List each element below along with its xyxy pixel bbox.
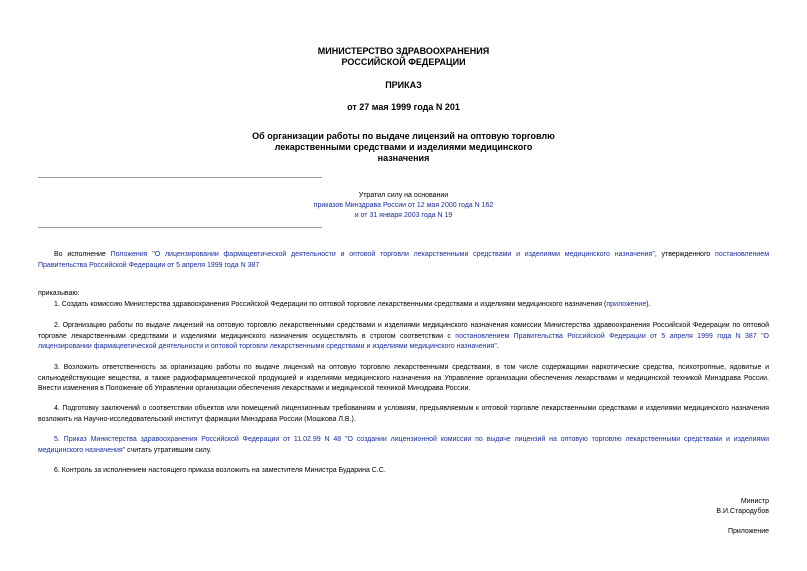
doc-type: ПРИКАЗ bbox=[385, 80, 422, 90]
item-2-resolution-link[interactable]: постановлением Правительства Российской Федерации от 5 апреля 1999 года N 387 "О лицензировании фармацевтической деятельности и оптовой торговли лекарственными средствами и изделиями медицинского назначения" bbox=[38, 332, 769, 350]
status-note: Утратил силу на основании bbox=[358, 192, 449, 199]
order-word: приказываю: bbox=[38, 290, 80, 297]
doc-title-line1: Об организации работы по выдаче лицензий на оптовую торговлю bbox=[252, 131, 555, 141]
item-1-end: ). bbox=[646, 301, 651, 308]
ministry-name-line2: РОССИЙСКОЙ ФЕДЕРАЦИИ bbox=[341, 57, 466, 67]
item-3-text: 3. Возложить ответственность за организацию работы по выдаче лицензий на оптовую торговлю лекарственными средствами, в том числе содержащими наркотические средства, психотропные, ядовитые и сильнодействующие вещества, а также радиофармацевтической продукцией и изделиями медицинского назначения на Управление организации обеспечения лекарствами и медицинской техникой Минздрава России. Внести изменения в Положение об Управлении организации обеспечения лекарствами и медицинской техникой Минздрава России. bbox=[38, 364, 769, 392]
item-5-order-link[interactable]: 5. Приказ Министерства здравоохранения Российской Федерации от 11.02.99 N 48 "О создании лицензионной комиссии по выдаче лицензий на оптовую торговлю лекарственными средствами и изделиями медицинского назначения" bbox=[38, 436, 769, 454]
status-link-2[interactable]: и от 31 января 2003 года N 19 bbox=[354, 212, 453, 219]
item-4 bbox=[38, 404, 769, 425]
appendix-label: Приложение bbox=[727, 528, 769, 535]
doc-date-number: от 27 мая 1999 года N 201 bbox=[347, 102, 460, 112]
preamble-text-1: Во исполнение bbox=[54, 251, 111, 258]
item-5 bbox=[38, 435, 769, 456]
divider-bottom bbox=[38, 227, 322, 228]
item-5-end: считать утратившим силу. bbox=[125, 446, 212, 454]
item-6-text: 6. Контроль за исполнением настоящего приказа возложить на заместителя Министра Бударина С.С. bbox=[54, 467, 386, 474]
doc-title-line2: лекарственными средствами и изделиями медицинского bbox=[274, 142, 533, 152]
status-link-1[interactable]: приказов Минздрава России от 12 мая 2000 года N 162 bbox=[313, 202, 494, 209]
item-3 bbox=[38, 363, 769, 395]
doc-title-line3: назначения bbox=[377, 153, 430, 163]
item-2 bbox=[38, 321, 769, 353]
item-1-text: 1. Создать комиссию Министерства здравоохранения Российской Федерации по оптовой торговле лекарственными средствами и изделиями медицинского назначения ( bbox=[54, 301, 607, 308]
signature-name: В.И.Стародубов bbox=[716, 508, 769, 515]
preamble-text-2: , утвержденного bbox=[654, 251, 716, 258]
preamble bbox=[38, 250, 769, 271]
item-2-end: . bbox=[496, 343, 499, 350]
item-1 bbox=[38, 300, 769, 311]
resolution-link[interactable]: постановлением Правительства Российской Федерации от 5 апреля 1999 года N 387 bbox=[38, 251, 770, 269]
item-6 bbox=[38, 466, 769, 477]
divider-top bbox=[38, 177, 322, 178]
appendix-link[interactable]: приложение bbox=[606, 301, 647, 308]
ministry-name-line1: МИНИСТЕРСТВО ЗДРАВООХРАНЕНИЯ bbox=[317, 46, 490, 56]
item-2-text: 2. Организацию работы по выдаче лицензий на оптовую торговлю лекарственными средствами и изделиями медицинского назначения комиссии Министерства здравоохранения Российской Федерации по оптовой торговле лекарственными средствами и изделиями медицинского назначения осуществлять в строгом соответствии с bbox=[38, 322, 769, 340]
signature-role: Министр bbox=[740, 498, 769, 505]
item-4-text: 4. Подготовку заключений о соответствии объектов или помещений лицензионным требованиям и условиям, предъявляемым к оптовой торговле лекарственными средствами и изделиями медицинского назначения возложить на Научно-исследовательский институт фармации Минздрава России (Мошкова Л.В.). bbox=[38, 405, 769, 423]
regulation-link[interactable]: Положения "О лицензировании фармацевтической деятельности и оптовой торговли лекарственными средствами и изделиями медицинского назначения" bbox=[110, 251, 655, 258]
